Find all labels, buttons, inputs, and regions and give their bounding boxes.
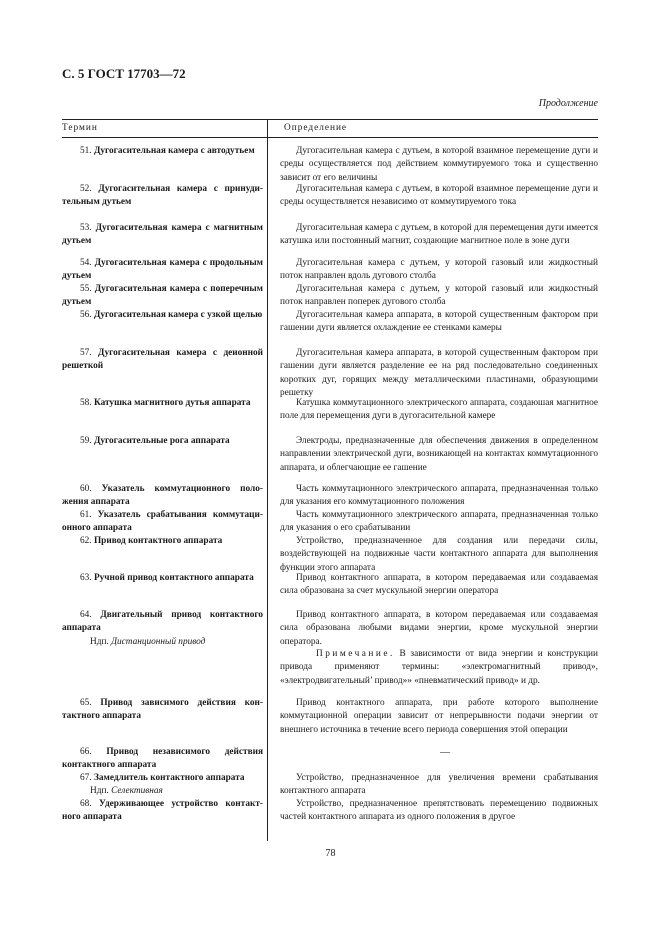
table-row-definition: Дугогасительная камера аппарата, в которой существенным фактором при гашении дуги является разделение ее на ряд последовательно соединенных коротких дуг, горящих между металлическими пластинами, образующими решетку — [280, 348, 598, 398]
term-number: 56. — [80, 310, 92, 320]
table-row-term — [62, 347, 263, 374]
table-row-term — [62, 798, 263, 825]
table-row-term — [62, 772, 263, 799]
term-name: Дугогасительная камера с магнитным дутьем — [62, 223, 263, 247]
table-row-term — [62, 609, 263, 649]
term-number: 57. — [80, 348, 92, 358]
table-row-definition: Дугогасительная камера с дутьем, в которой для перемещения дуги имеется катушка или постоянный магнит, создающие магнитное поле в зоне дуги — [280, 223, 598, 247]
table-header-rule — [62, 137, 598, 138]
table-row-definition: Дугогасительная камера с дутьем, в которой взаимное перемещение дуги и среды осуществляется под действием коммутируемого тока и существенно зависит от его величины — [280, 146, 598, 183]
term-number: 51. — [80, 146, 92, 156]
column-header-definition: Определение — [284, 123, 348, 133]
term-name: Дугогасительная камера с автодутьем — [93, 146, 255, 156]
table-row-term — [62, 222, 263, 249]
table-row-definition: Устройство, предназначенное препятствовать перемещению подвижных частей контактного аппарата из одного положения в другое — [280, 799, 598, 823]
term-number: 53. — [80, 223, 92, 233]
table-row-definition: Дугогасительная камера аппарата, в которой существенным фактором при гашении дуги является охлаждение ее стенками камеры — [280, 310, 598, 334]
term-name: Привод контактного аппарата — [93, 536, 223, 546]
table-row-definition: Часть коммутационного электрического аппарата, предназначенная только для указания его коммутационного положения — [280, 484, 598, 508]
term-name: Двигательный привод контактного аппарата — [62, 610, 263, 634]
term-number: 62. — [80, 536, 92, 546]
table-row-term — [62, 145, 263, 158]
term-name: Привод независимого действия контактного аппарата — [62, 747, 263, 771]
term-name: Дугогасительная камера с принудительным дутьем — [62, 184, 263, 208]
term-name: Дугогасительная камера с деионной решеткой — [62, 348, 263, 372]
table-row-definition: Катушка коммутационного электрического аппарата, создаюшая магнитное поле для перемещения дуги в дугогасительной камере — [280, 398, 598, 422]
term-name: Дугогасительная камера с узкой щелью — [93, 310, 263, 320]
term-name: Катушка магнитного дутья аппарата — [93, 398, 251, 408]
term-name: Ручной привод контактного аппарата — [93, 573, 254, 583]
term-number: 67. — [80, 773, 92, 783]
term-number: 54. — [80, 258, 92, 268]
deprecated-term: Дистанционный привод — [111, 636, 206, 647]
table-row-term — [62, 397, 263, 410]
table-column-divider — [267, 119, 268, 841]
deprecated-term: Селективная — [111, 786, 163, 797]
deprecated-label: Ндп. — [90, 786, 109, 797]
table-row-definition: Дугогасительная камера с дутьем, у которой газовый или жидкостный поток направлен поперек дугового столба — [280, 284, 598, 308]
table-row-definition: Дугогасительная камера с дутьем, у которой газовый или жидкостный поток направлен вдоль дугового столба — [280, 258, 598, 282]
term-name: Указатель срабатывания коммутационного аппарата — [62, 510, 264, 534]
table-row-definition: Часть коммутационного электрического аппарата, предназначенная только для указания о его срабатывании — [280, 510, 598, 534]
table-row-definition-dash: — — [440, 747, 450, 758]
term-name: Дугогасительная камера с продольным дутьем — [62, 258, 263, 282]
term-name: Привод зависимого действия контактного аппарата — [62, 698, 263, 722]
table-row-term — [62, 435, 263, 448]
page-header: С. 5 ГОСТ 17703—72 — [62, 66, 186, 81]
table-row-definition: Привод контактного аппарата, в котором передаваемая или создаваемая сила образована за счет мускульной энергии оператора — [280, 573, 598, 597]
table-top-rule — [62, 119, 598, 120]
table-row-term — [62, 283, 263, 310]
table-row-note — [280, 648, 598, 688]
term-name: Замедлитель контактного аппарата — [93, 773, 245, 783]
term-name: Удерживающее устройство контактного аппарата — [62, 799, 264, 823]
table-row-term — [62, 483, 263, 510]
table-row-definition: Электроды, предназначенные для обеспечения движения в определенном направлении электрической дуги, возникающей на контактах коммутационного аппарата, и облегчающие ее гашение — [280, 436, 598, 473]
term-number: 60. — [80, 484, 92, 494]
table-row-term — [62, 572, 263, 585]
term-name: Дугогасительные рога аппарата — [93, 436, 230, 446]
page-number: 78 — [325, 848, 336, 859]
term-number: 64. — [80, 610, 92, 620]
table-row-definition: Дугогасительная камера с дутьем, в которой взаимное перемещение дуги и среды осуществляется независимо от коммутируемого тока — [280, 184, 598, 208]
term-number: 68. — [80, 799, 92, 809]
term-number: 61. — [80, 510, 92, 520]
term-name: Дугогасительная камера с поперечным дутьем — [62, 284, 263, 308]
table-row-term — [62, 309, 263, 322]
table-row-term — [62, 183, 263, 210]
table-row-definition: Привод контактного аппарата, в котором передаваемая или создаваемая сила образована любыми видами энергии, кроме мускульной энергии оператора. — [280, 610, 598, 647]
table-row-term — [62, 746, 263, 773]
table-row-term — [62, 509, 263, 536]
note-label: Примечание. — [316, 649, 395, 659]
term-number: 66. — [80, 747, 92, 757]
term-number: 52. — [80, 184, 92, 194]
column-header-term: Термин — [62, 123, 98, 133]
term-number: 65. — [80, 698, 92, 708]
deprecated-label: Ндп. — [90, 636, 109, 647]
term-name: Указатель коммутационного положения аппарата — [62, 484, 264, 508]
table-row-term — [62, 535, 263, 548]
term-number: 59. — [80, 436, 92, 446]
continuation-label: Продолжение — [538, 98, 598, 109]
table-row-term — [62, 697, 263, 724]
table-row-definition: Устройство, предназначенное для создания или передачи силы, воздействующей на подвижные части контактного аппарата для выполнения функции этого аппарата — [280, 536, 598, 573]
table-row-definition: Привод контактного аппарата, при работе которого выполнение коммутационной операции зависит от непрерывности подачи энергии от внешнего источника в течение всего периода совершения этой операции — [280, 698, 598, 735]
term-number: 55. — [80, 284, 92, 294]
table-row-definition: Устройство, предназначенное для увеличения времени срабатывания контактного аппарата — [280, 773, 598, 797]
term-number: 63. — [80, 573, 92, 583]
term-number: 58. — [80, 398, 92, 408]
note-text: В зависимости от вида энергии и конструкции привода применяют термины: «электромагнитный привод», «электродвигательный’ привод»» «пневматический привод» и др. — [280, 649, 598, 686]
table-row-term — [62, 257, 263, 284]
